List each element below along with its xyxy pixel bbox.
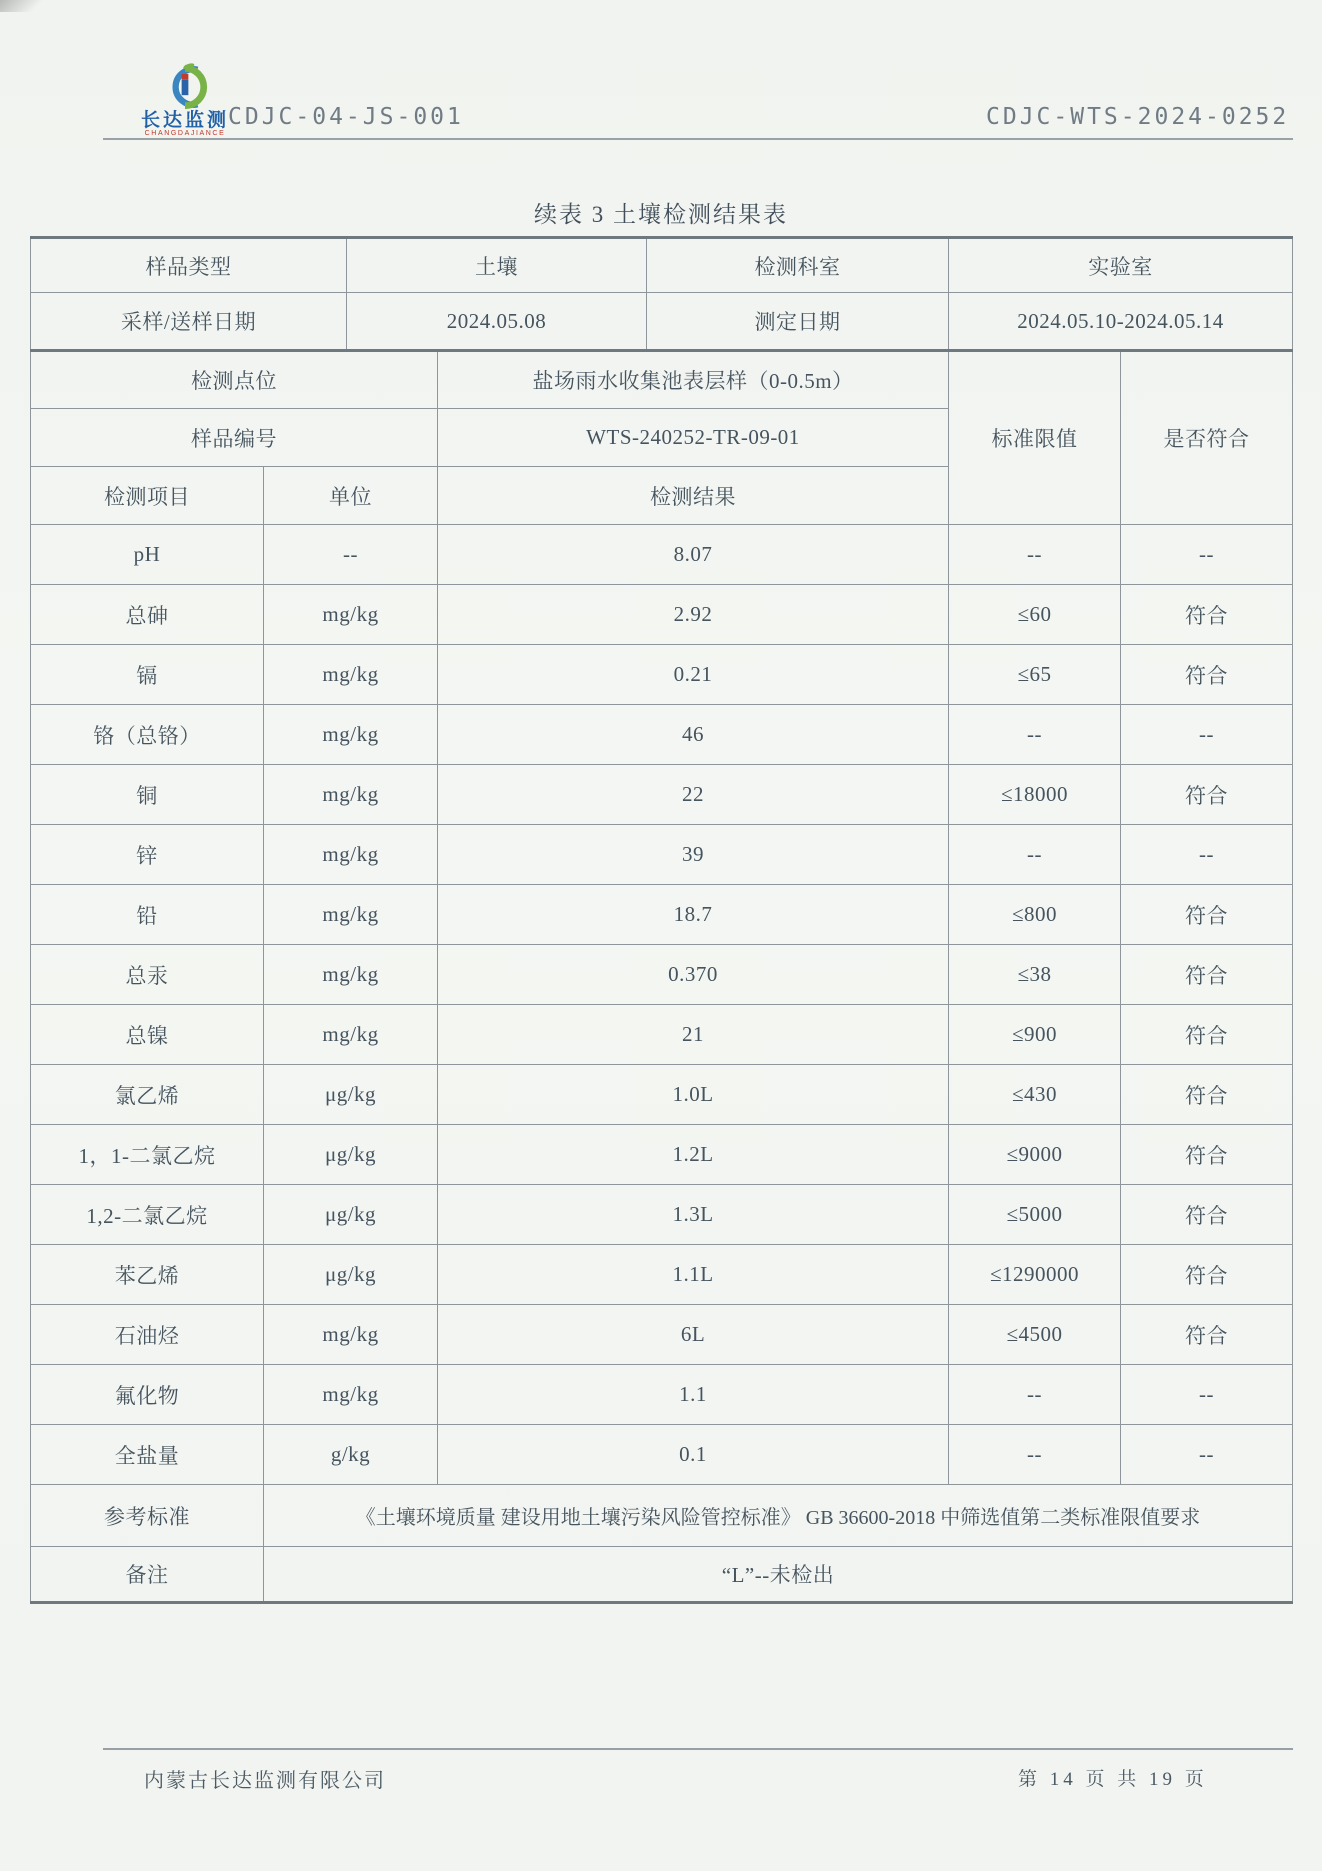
test-conform: -- — [1121, 1365, 1293, 1425]
test-limit: -- — [949, 705, 1121, 765]
table-row — [31, 645, 1293, 705]
test-limit: ≤60 — [949, 585, 1121, 645]
test-result: 0.1 — [438, 1425, 949, 1485]
unit-column-header: 单位 — [264, 467, 438, 525]
test-item: 总汞 — [31, 945, 264, 1005]
test-item: pH — [31, 525, 264, 585]
test-result: 39 — [438, 825, 949, 885]
remark-text: “L”--未检出 — [264, 1547, 1293, 1603]
test-conform: 符合 — [1121, 1305, 1293, 1365]
test-unit: mg/kg — [264, 1305, 438, 1365]
table-row — [31, 238, 1293, 293]
table-row — [31, 945, 1293, 1005]
test-conform: 符合 — [1121, 1125, 1293, 1185]
test-item: 总镍 — [31, 1005, 264, 1065]
test-limit: ≤800 — [949, 885, 1121, 945]
test-unit: μg/kg — [264, 1065, 438, 1125]
test-conform: -- — [1121, 705, 1293, 765]
header-rule — [103, 138, 1293, 140]
test-item: 铅 — [31, 885, 264, 945]
table-row — [31, 825, 1293, 885]
test-unit: mg/kg — [264, 945, 438, 1005]
scan-corner-shadow — [0, 0, 46, 12]
test-result: 8.07 — [438, 525, 949, 585]
dept-value: 实验室 — [949, 238, 1293, 293]
test-item: 石油烃 — [31, 1305, 264, 1365]
test-item: 铬（总铬） — [31, 705, 264, 765]
document-code-right: CDJC-WTS-2024-0252 — [986, 104, 1290, 130]
test-conform: -- — [1121, 825, 1293, 885]
table-row — [31, 1125, 1293, 1185]
test-limit: ≤65 — [949, 645, 1121, 705]
test-item: 锌 — [31, 825, 264, 885]
test-unit: mg/kg — [264, 885, 438, 945]
test-unit: g/kg — [264, 1425, 438, 1485]
sample-no-value: WTS-240252-TR-09-01 — [438, 409, 949, 467]
remark-label: 备注 — [31, 1547, 264, 1603]
test-unit: μg/kg — [264, 1185, 438, 1245]
test-result: 6L — [438, 1305, 949, 1365]
test-conform: 符合 — [1121, 945, 1293, 1005]
test-item: 全盐量 — [31, 1425, 264, 1485]
test-result: 1.1 — [438, 1365, 949, 1425]
logo-text: 长达监测 — [140, 110, 229, 131]
test-unit: mg/kg — [264, 765, 438, 825]
sample-type-label: 样品类型 — [31, 238, 347, 293]
table-row — [31, 885, 1293, 945]
soil-results-table — [30, 236, 1293, 1604]
test-result: 46 — [438, 705, 949, 765]
test-conform: -- — [1121, 1425, 1293, 1485]
test-limit: -- — [949, 825, 1121, 885]
sample-type-value: 土壤 — [347, 238, 647, 293]
test-unit: mg/kg — [264, 1005, 438, 1065]
test-limit: -- — [949, 1425, 1121, 1485]
item-column-header: 检测项目 — [31, 467, 264, 525]
test-conform: 符合 — [1121, 585, 1293, 645]
test-unit: mg/kg — [264, 585, 438, 645]
test-item: 铜 — [31, 765, 264, 825]
test-limit: ≤5000 — [949, 1185, 1121, 1245]
test-unit: mg/kg — [264, 1365, 438, 1425]
company-logo — [130, 62, 240, 138]
test-conform: 符合 — [1121, 1065, 1293, 1125]
test-limit: ≤38 — [949, 945, 1121, 1005]
test-limit: ≤1290000 — [949, 1245, 1121, 1305]
test-item: 总砷 — [31, 585, 264, 645]
conform-column-header: 是否符合 — [1121, 351, 1293, 525]
test-limit: ≤9000 — [949, 1125, 1121, 1185]
test-result: 22 — [438, 765, 949, 825]
test-conform: 符合 — [1121, 645, 1293, 705]
test-unit: mg/kg — [264, 705, 438, 765]
test-conform: 符合 — [1121, 1185, 1293, 1245]
reference-label: 参考标准 — [31, 1485, 264, 1547]
footer-company: 内蒙古长达监测有限公司 — [144, 1770, 386, 1792]
test-result: 1.1L — [438, 1245, 949, 1305]
test-limit: ≤900 — [949, 1005, 1121, 1065]
sample-date-label: 采样/送样日期 — [31, 293, 347, 351]
table-row — [31, 765, 1293, 825]
test-limit: ≤18000 — [949, 765, 1121, 825]
table-row — [31, 1305, 1293, 1365]
table-row — [31, 1065, 1293, 1125]
test-result: 1.0L — [438, 1065, 949, 1125]
table-row — [31, 1485, 1293, 1547]
test-limit: ≤4500 — [949, 1305, 1121, 1365]
table-row — [31, 1245, 1293, 1305]
reference-text: 《土壤环境质量 建设用地土壤污染风险管控标准》 GB 36600-2018 中筛选值第二类标准限值要求 — [264, 1485, 1293, 1547]
test-date-label: 测定日期 — [647, 293, 949, 351]
test-conform: -- — [1121, 525, 1293, 585]
test-result: 2.92 — [438, 585, 949, 645]
test-conform: 符合 — [1121, 885, 1293, 945]
result-column-header: 检测结果 — [438, 467, 949, 525]
table-row — [31, 1185, 1293, 1245]
footer-page-number: 第 14 页 共 19 页 — [1018, 1769, 1208, 1790]
logo-cd-icon — [156, 62, 214, 112]
test-item: 氟化物 — [31, 1365, 264, 1425]
test-result: 21 — [438, 1005, 949, 1065]
test-result: 0.370 — [438, 945, 949, 1005]
table-row — [31, 1365, 1293, 1425]
table-row — [31, 525, 1293, 585]
test-unit: μg/kg — [264, 1245, 438, 1305]
table-title: 续表 3 土壤检测结果表 — [534, 202, 788, 227]
test-item: 氯乙烯 — [31, 1065, 264, 1125]
test-result: 1.2L — [438, 1125, 949, 1185]
site-label: 检测点位 — [31, 351, 438, 409]
test-unit: μg/kg — [264, 1125, 438, 1185]
dept-label: 检测科室 — [647, 238, 949, 293]
test-limit: ≤430 — [949, 1065, 1121, 1125]
test-item: 镉 — [31, 645, 264, 705]
table-row — [31, 1425, 1293, 1485]
table-row — [31, 705, 1293, 765]
logo-subtitle: CHANGDAJIANCE — [144, 130, 226, 137]
test-result: 1.3L — [438, 1185, 949, 1245]
table-row — [31, 1005, 1293, 1065]
site-value: 盐场雨水收集池表层样（0-0.5m） — [438, 351, 949, 409]
test-item: 1，1-二氯乙烷 — [31, 1125, 264, 1185]
sample-date-value: 2024.05.08 — [347, 293, 647, 351]
test-conform: 符合 — [1121, 1005, 1293, 1065]
test-item: 1,2-二氯乙烷 — [31, 1185, 264, 1245]
test-date-value: 2024.05.10-2024.05.14 — [949, 293, 1293, 351]
test-limit: -- — [949, 525, 1121, 585]
test-limit: -- — [949, 1365, 1121, 1425]
document-code-left: CDJC-04-JS-001 — [228, 104, 464, 130]
table-row — [31, 293, 1293, 351]
table-row — [31, 585, 1293, 645]
test-result: 18.7 — [438, 885, 949, 945]
table-row — [31, 351, 1293, 409]
test-result: 0.21 — [438, 645, 949, 705]
footer-rule — [103, 1748, 1293, 1750]
limit-column-header: 标准限值 — [949, 351, 1121, 525]
test-item: 苯乙烯 — [31, 1245, 264, 1305]
test-unit: mg/kg — [264, 645, 438, 705]
table-row — [31, 1547, 1293, 1603]
test-unit: mg/kg — [264, 825, 438, 885]
test-conform: 符合 — [1121, 1245, 1293, 1305]
test-conform: 符合 — [1121, 765, 1293, 825]
sample-no-label: 样品编号 — [31, 409, 438, 467]
test-unit: -- — [264, 525, 438, 585]
